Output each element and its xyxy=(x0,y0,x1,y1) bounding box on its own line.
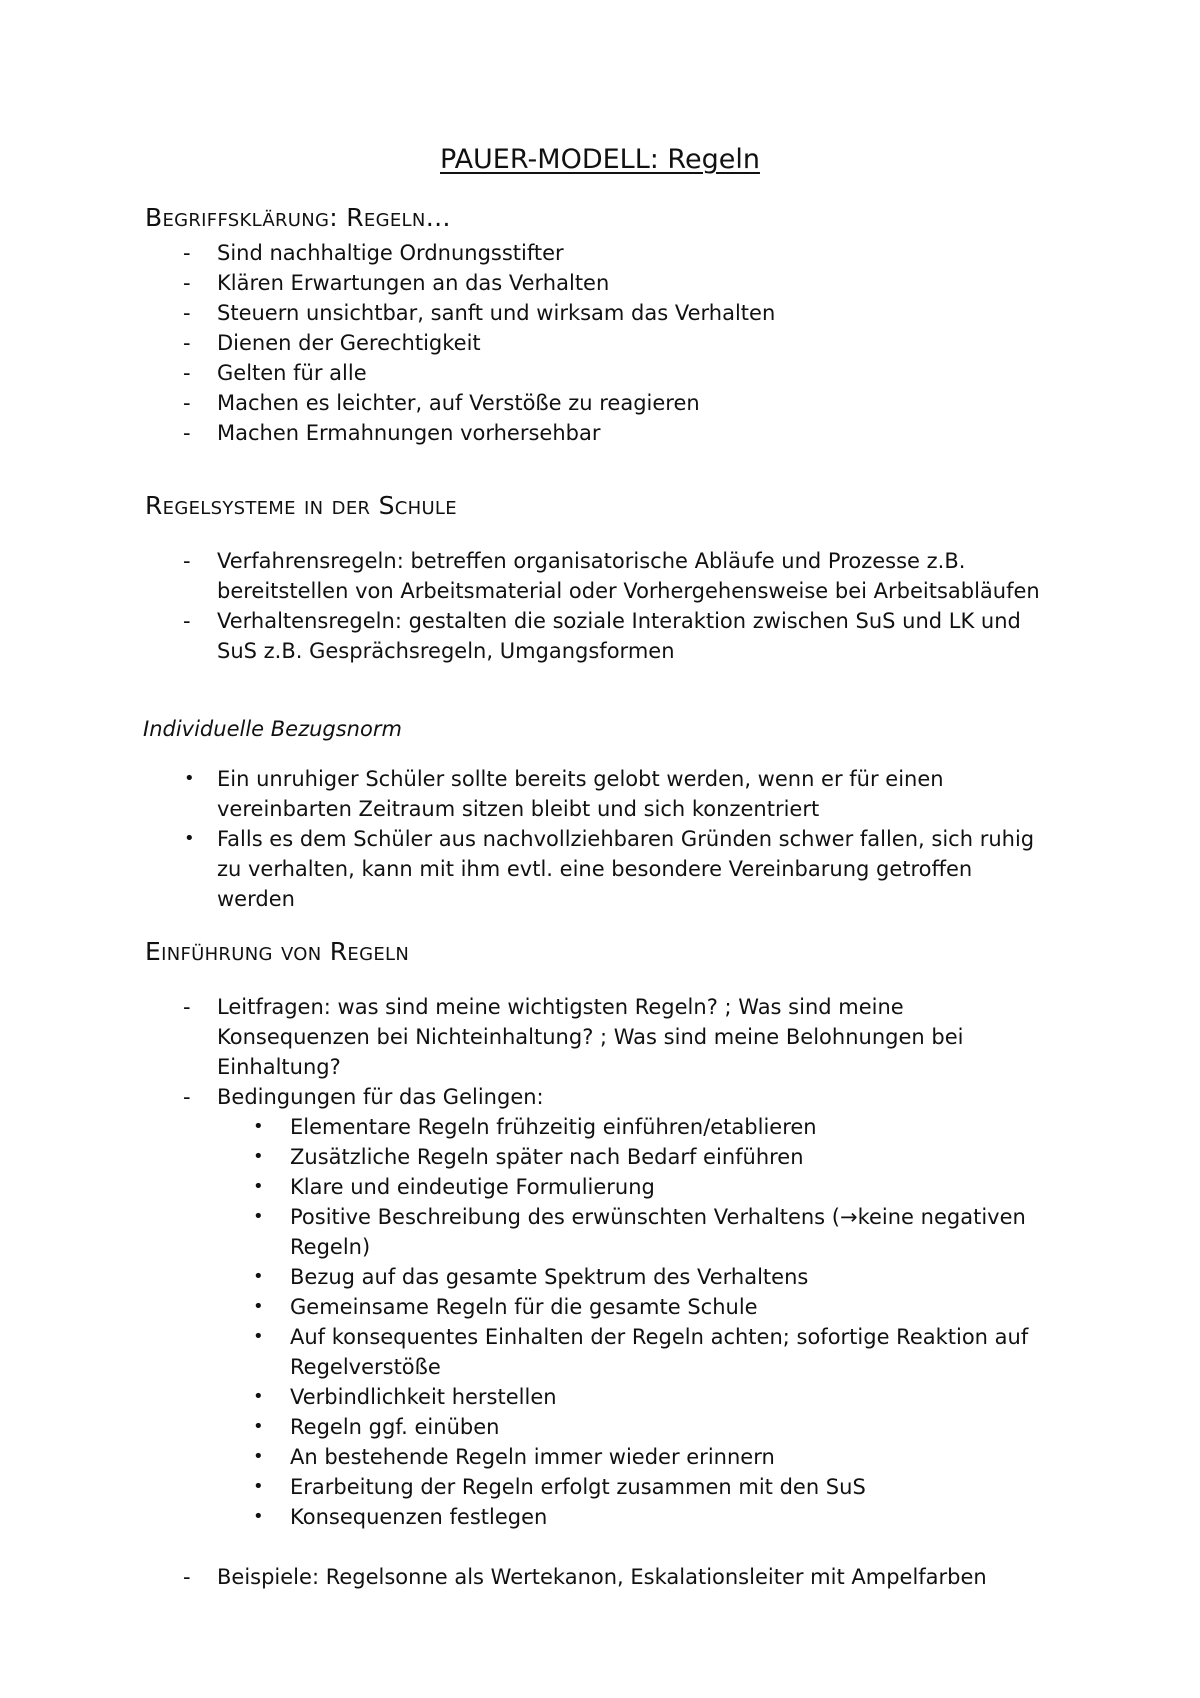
dash-marker: - xyxy=(183,391,191,415)
sublist-item: • Verbindlichkeit herstellen xyxy=(217,1382,1060,1412)
sublist-item: • An bestehende Regeln immer wieder erinnern xyxy=(217,1442,1060,1472)
list-item: - Verhaltensregeln: gestalten die soziale Interaktion zwischen SuS und LK und SuS z.B. Gesprächsregeln, Umgangsformen xyxy=(0,606,1047,666)
list-item: - Sind nachhaltige Ordnungsstifter xyxy=(0,238,1047,268)
list-item: • Ein unruhiger Schüler sollte bereits gelobt werden, wenn er für einen vereinbarten Zeitraum sitzen bleibt und sich konzentriert xyxy=(0,764,1047,824)
dash-marker: - xyxy=(183,241,191,265)
sublist-item: • Klare und eindeutige Formulierung xyxy=(217,1172,1060,1202)
list-item: - Klären Erwartungen an das Verhalten xyxy=(0,268,1047,298)
dash-marker: - xyxy=(183,1085,191,1109)
sublist-item: • Elementare Regeln frühzeitig einführen/etablieren xyxy=(217,1112,1060,1142)
sublist-item: • Zusätzliche Regeln später nach Bedarf einführen xyxy=(217,1142,1060,1172)
dash-marker: - xyxy=(183,609,191,633)
list-item: • Falls es dem Schüler aus nachvollziehbaren Gründen schwer fallen, sich ruhig zu verhalten, kann mit ihm evtl. eine besondere Vereinbarung getroffen werden xyxy=(0,824,1047,914)
bullet-marker: • xyxy=(253,1206,264,1227)
list-item: - Machen es leichter, auf Verstöße zu reagieren xyxy=(0,388,1047,418)
dash-marker: - xyxy=(183,271,191,295)
sublist-item: • Auf konsequentes Einhalten der Regeln achten; sofortige Reaktion auf Regelverstöße xyxy=(217,1322,1060,1382)
bullet-marker: • xyxy=(184,828,195,849)
subheading-individuelle-bezugsnorm: Individuelle Bezugsnorm xyxy=(143,717,402,741)
einfuehrung-list xyxy=(0,992,1047,1592)
systeme-list xyxy=(0,546,1047,666)
section-heading-einfuehrung: Einführung von Regeln xyxy=(145,937,410,966)
list-item: - Gelten für alle xyxy=(0,358,1047,388)
dash-marker: - xyxy=(183,331,191,355)
sublist-item: • Regeln ggf. einüben xyxy=(217,1412,1060,1442)
list-item: - Leitfragen: was sind meine wichtigsten Regeln? ; Was sind meine Konsequenzen bei Nichteinhaltung? ; Was sind meine Belohnungen bei Einhaltung? xyxy=(0,992,1047,1082)
dash-marker: - xyxy=(183,995,191,1019)
bullet-marker: • xyxy=(253,1386,264,1407)
list-item: - Bedingungen für das Gelingen: • Elementare Regeln frühzeitig einführen/etablieren • Zusätzliche Regeln später nach Bedarf einführen • Klare und eindeutige Formulierung • Positive Beschreibung des erwünschten Verhaltens (→keine negativen Regeln) • Bezug auf das gesamte Spektrum des Verhaltens • Gemeinsame Regeln für die gesamte Schule • Auf konsequentes Einhalten der Regeln achten; sofortige Reaktion auf Regelverstöße • Verbindlichkeit herstellen • Regeln ggf. einüben • An bestehende Regeln immer wieder erinnern • Erarbeitung der Regeln erfolgt zusammen mit den SuS • Konsequenzen festlegen xyxy=(0,1082,1047,1532)
bullet-marker: • xyxy=(184,768,195,789)
bezugsnorm-list xyxy=(0,764,1047,914)
bullet-marker: • xyxy=(253,1506,264,1527)
sublist-item: • Konsequenzen festlegen xyxy=(217,1502,1060,1532)
sublist-item: • Bezug auf das gesamte Spektrum des Verhaltens xyxy=(217,1262,1060,1292)
bullet-marker: • xyxy=(253,1296,264,1317)
bullet-marker: • xyxy=(253,1146,264,1167)
list-item: - Machen Ermahnungen vorhersehbar xyxy=(0,418,1047,448)
dash-marker: - xyxy=(183,549,191,573)
list-spacer xyxy=(0,1532,1047,1562)
sublist-item: • Positive Beschreibung des erwünschten Verhaltens (→keine negativen Regeln) xyxy=(217,1202,1060,1262)
list-item: - Dienen der Gerechtigkeit xyxy=(0,328,1047,358)
list-item: - Steuern unsichtbar, sanft und wirksam das Verhalten xyxy=(0,298,1047,328)
bullet-marker: • xyxy=(253,1416,264,1437)
section-heading-regelsysteme: Regelsysteme in der Schule xyxy=(145,491,457,520)
sublist-item: • Erarbeitung der Regeln erfolgt zusammen mit den SuS xyxy=(217,1472,1060,1502)
bullet-marker: • xyxy=(253,1446,264,1467)
begriff-list xyxy=(0,238,1047,448)
section-heading-begriffsklaerung: Begriffsklärung: Regeln… xyxy=(145,203,451,232)
dash-marker: - xyxy=(183,421,191,445)
dash-marker: - xyxy=(183,361,191,385)
list-item: - Verfahrensregeln: betreffen organisatorische Abläufe und Prozesse z.B. bereitstellen von Arbeitsmaterial oder Vorhergehensweise bei Arbeitsabläufen xyxy=(0,546,1047,606)
list-item: - Beispiele: Regelsonne als Wertekanon, Eskalationsleiter mit Ampelfarben xyxy=(0,1562,1047,1592)
bedingungen-list xyxy=(217,1112,1047,1532)
bullet-marker: • xyxy=(253,1116,264,1137)
bullet-marker: • xyxy=(253,1266,264,1287)
bullet-marker: • xyxy=(253,1176,264,1197)
sublist-item: • Gemeinsame Regeln für die gesamte Schule xyxy=(217,1292,1060,1322)
dash-marker: - xyxy=(183,301,191,325)
dash-marker: - xyxy=(183,1565,191,1589)
bullet-marker: • xyxy=(253,1326,264,1347)
bullet-marker: • xyxy=(253,1476,264,1497)
page-title: PAUER-MODELL: Regeln xyxy=(440,144,760,175)
